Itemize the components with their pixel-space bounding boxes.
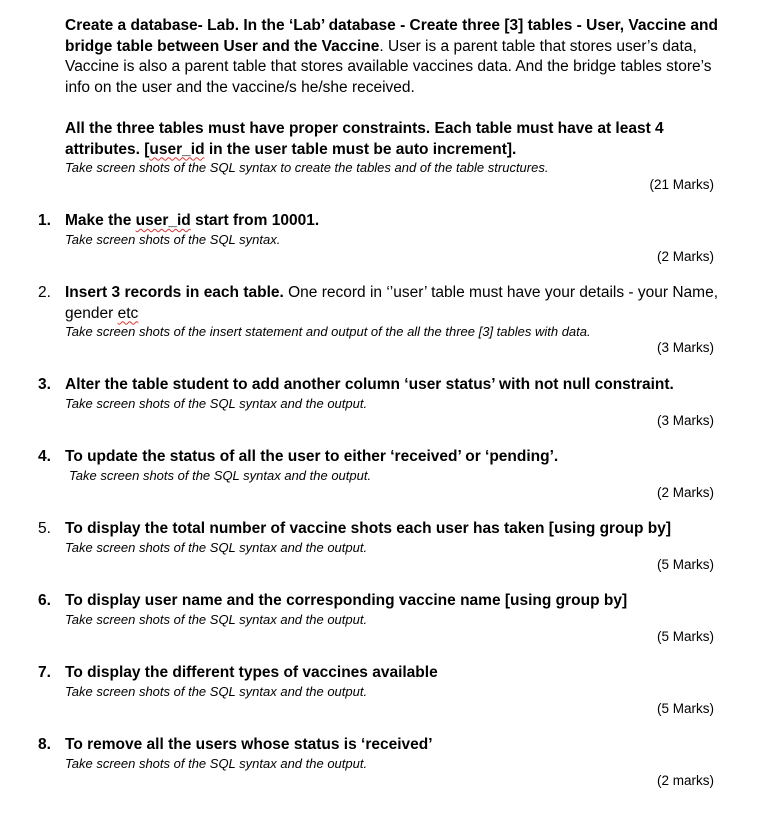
question-number: 7. — [38, 664, 51, 681]
question-number: 8. — [38, 736, 51, 753]
question-number: 5. — [38, 520, 51, 537]
question-title: To display the total number of vaccine shots each user has taken [using group by] — [65, 520, 672, 537]
spellcheck-word: user_id — [149, 140, 205, 158]
question-title-a: Make the — [65, 212, 136, 229]
intro-instruction: Take screen shots of the SQL syntax to create the tables and of the table structures. — [65, 160, 549, 175]
question-title: To remove all the users whose status is ‘received’ — [65, 736, 433, 753]
constraints-text-b: in the user table must be auto increment]. — [204, 140, 517, 158]
question-instruction: Take screen shots of the insert statement and output of the all the three [3] tables with data. — [65, 324, 591, 339]
question-number: 2. — [38, 284, 51, 301]
question-marks: (3 Marks) — [657, 413, 714, 428]
intro-paragraph — [65, 16, 725, 98]
question-title: To display the different types of vaccines available — [65, 664, 438, 681]
question-marks: (5 Marks) — [657, 629, 714, 644]
constraints-paragraph — [65, 119, 725, 160]
question-instruction: Take screen shots of the SQL syntax and the output. — [65, 395, 368, 411]
question-number: 3. — [38, 376, 51, 393]
question-instruction: Take screen shots of the SQL syntax and the output. — [65, 539, 368, 555]
question-instruction: Take screen shots of the SQL syntax. — [65, 231, 281, 247]
question-marks: (3 Marks) — [657, 340, 714, 355]
question-instruction: Take screen shots of the SQL syntax and the output. — [69, 467, 372, 483]
spellcheck-word: etc — [117, 304, 139, 322]
question-instruction: Take screen shots of the SQL syntax and the output. — [65, 755, 368, 771]
spellcheck-word: user_id — [135, 212, 191, 229]
question-title-b: start from 10001. — [190, 212, 320, 229]
question-title: To update the status of all the user to either ‘received’ or ‘pending’. — [65, 448, 559, 465]
question-number: 6. — [38, 592, 51, 609]
question-number: 4. — [38, 448, 51, 465]
question-title — [65, 283, 725, 324]
question-title: To display user name and the corresponding vaccine name [using group by] — [65, 592, 628, 609]
constraints-text-a: All the three tables must have proper constraints. Each table must have at least 4 attributes. [ — [65, 120, 664, 158]
intro-marks: (21 Marks) — [649, 177, 714, 192]
intro-rest-text: . User is a parent table that stores user’s data, Vaccine is also a parent table that stores available vaccines data. And the bridge tables store’s info on the user and the vaccine/s he/she received. — [65, 37, 712, 96]
intro-bold-text: Create a database- Lab. In the ‘Lab’ database - Create three [3] tables - User, Vaccine and bridge table between User and the Vaccine — [65, 17, 718, 55]
question-title: Alter the table student to add another column ‘user status’ with not null constraint. — [65, 376, 674, 393]
question-title-bold: Insert 3 records in each table. — [65, 284, 284, 301]
question-title-rest: One record in ‘’user’ table must have your details - your Name, gender — [65, 284, 719, 322]
question-marks: (2 marks) — [657, 773, 714, 788]
question-marks: (5 Marks) — [657, 701, 714, 716]
question-marks: (5 Marks) — [657, 557, 714, 572]
question-instruction: Take screen shots of the SQL syntax and the output. — [65, 611, 368, 627]
question-instruction: Take screen shots of the SQL syntax and the output. — [65, 683, 368, 699]
question-number: 1. — [38, 212, 51, 229]
question-title — [65, 211, 725, 232]
question-marks: (2 Marks) — [657, 249, 714, 264]
question-marks: (2 Marks) — [657, 485, 714, 500]
